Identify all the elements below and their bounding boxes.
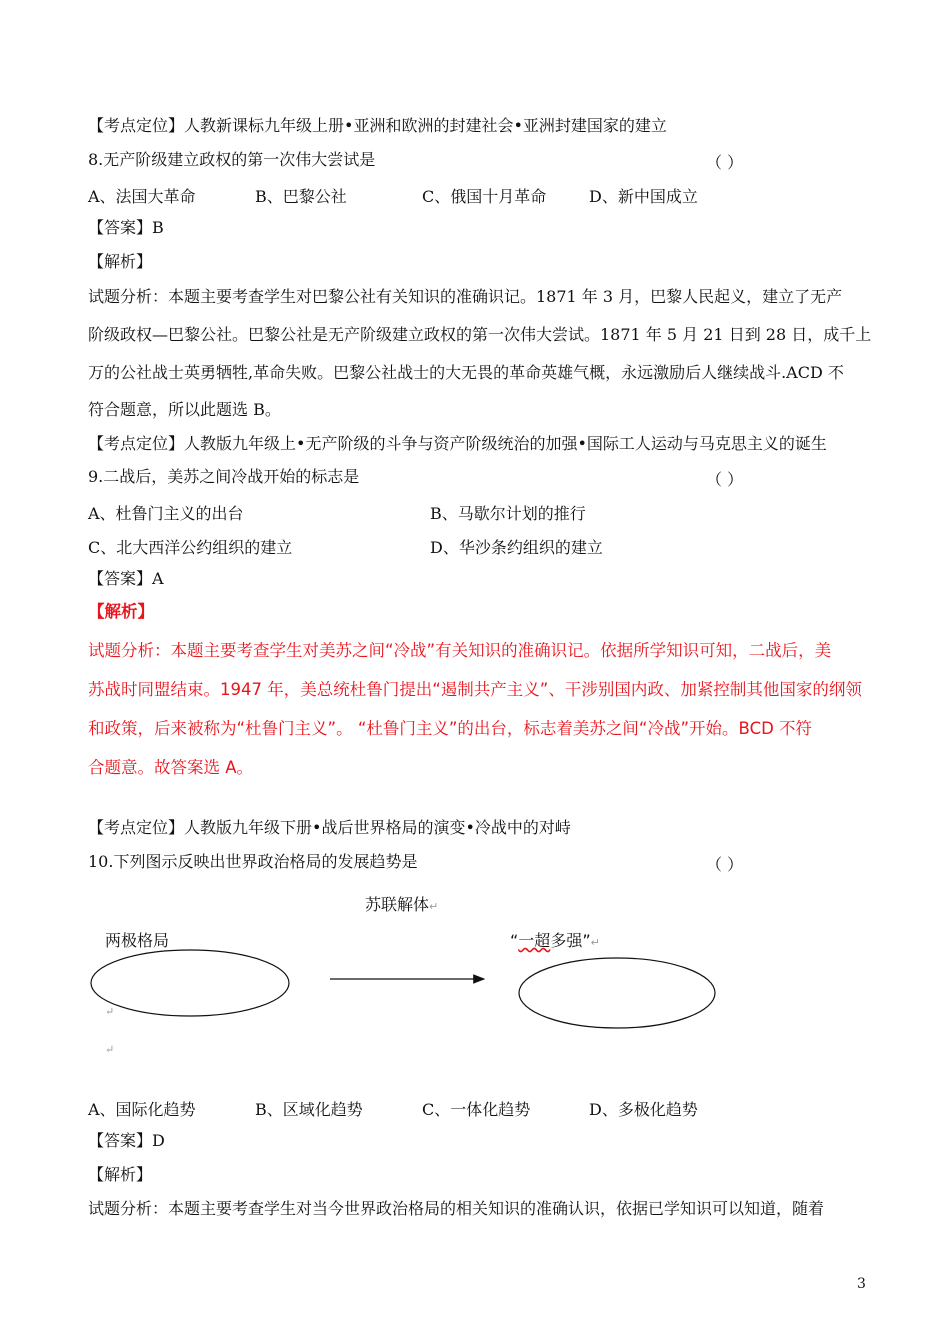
- answer-blank-q8: （ ）: [706, 153, 744, 172]
- q10-option-a: A、国际化趋势: [88, 1100, 196, 1119]
- q9-analysis-line-3: 和政策，后来被称为“杜鲁门主义”。 “杜鲁门主义”的出台，标志着美苏之间“冷战”开始。BCD 不符: [88, 719, 813, 738]
- q9-analysis-line-2: 苏战时同盟结束。1947 年，美总统杜鲁门提出“遏制共产主义”、干涉别国内政、加紧控制其他国家的纲领: [88, 680, 862, 699]
- q10-answer: 【答案】D: [88, 1131, 165, 1150]
- q9-option-c: C、北大西洋公约组织的建立: [88, 538, 293, 557]
- q9-analysis-line-4: 合题意。故答案选 A。: [88, 758, 254, 777]
- return-mark-1: ↵: [105, 1005, 115, 1018]
- page-number: 3: [857, 1276, 866, 1292]
- q9-analysis-head: 【解析】: [88, 602, 154, 621]
- q9-option-a: A、杜鲁门主义的出台: [88, 504, 244, 523]
- q8-analysis-head: 【解析】: [88, 252, 153, 271]
- q10-option-c: C、一体化趋势: [422, 1100, 531, 1119]
- q8-option-c: C、俄国十月革命: [422, 187, 547, 206]
- kaodian-q7: 【考点定位】人教新课标九年级上册•亚洲和欧洲的封建社会•亚洲封建国家的建立: [88, 116, 667, 135]
- diagram-right-label: “一超多强”↵: [510, 931, 600, 950]
- q8-option-a: A、法国大革命: [88, 187, 196, 206]
- kaodian-q9: 【考点定位】人教版九年级下册•战后世界格局的演变•冷战中的对峙: [88, 818, 571, 837]
- q8-answer: 【答案】B: [88, 218, 164, 237]
- q8-analysis-line-4: 符合题意，所以此题选 B。: [88, 400, 281, 419]
- answer-blank-q10: （ ）: [706, 855, 744, 874]
- answer-blank-q9: （ ）: [706, 470, 744, 489]
- question-9-stem: 9.二战后，美苏之间冷战开始的标志是: [88, 467, 360, 486]
- left-ellipse: [91, 950, 289, 1016]
- right-ellipse: [519, 958, 715, 1028]
- q10-analysis-line-1: 试题分析：本题主要考查学生对当今世界政治格局的相关知识的准确认识，依据已学知识可以知道，随着: [88, 1199, 825, 1218]
- q8-option-d: D、新中国成立: [589, 187, 698, 206]
- q8-analysis-line-2: 阶级政权—巴黎公社。巴黎公社是无产阶级建立政权的第一次伟大尝试。1871 年 5 月 21 日到 28 日，成千上: [88, 325, 872, 344]
- q10-option-d: D、多极化趋势: [589, 1100, 698, 1119]
- q8-option-b: B、巴黎公社: [255, 187, 347, 206]
- q10-option-b: B、区域化趋势: [255, 1100, 363, 1119]
- diagram-left-label: 两极格局: [105, 931, 170, 950]
- kaodian-q8: 【考点定位】人教版九年级上•无产阶级的斗争与资产阶级统治的加强•国际工人运动与马克思主义的诞生: [88, 434, 827, 453]
- q8-analysis-line-1: 试题分析：本题主要考查学生对巴黎公社有关知识的准确识记。1871 年 3 月，巴黎人民起义，建立了无产: [88, 287, 843, 306]
- q10-analysis-head: 【解析】: [88, 1165, 153, 1184]
- q8-analysis-line-3: 万的公社战士英勇牺牲,革命失败。巴黎公社战士的大无畏的革命英雄气概，永远激励后人继续战斗.ACD 不: [88, 363, 844, 382]
- diagram-top-label: 苏联解体↵: [365, 895, 439, 914]
- q9-option-b: B、马歇尔计划的推行: [430, 504, 586, 523]
- q9-analysis-line-1: 试题分析：本题主要考查学生对美苏之间“冷战”有关知识的准确识记。依据所学知识可知，二战后，美: [88, 641, 832, 660]
- question-8-stem: 8.无产阶级建立政权的第一次伟大尝试是: [88, 150, 376, 169]
- q9-option-d: D、华沙条约组织的建立: [430, 538, 603, 557]
- q9-answer: 【答案】A: [88, 569, 164, 588]
- return-mark-2: ↵: [105, 1043, 115, 1056]
- question-10-stem: 10.下列图示反映出世界政治格局的发展趋势是: [88, 852, 418, 871]
